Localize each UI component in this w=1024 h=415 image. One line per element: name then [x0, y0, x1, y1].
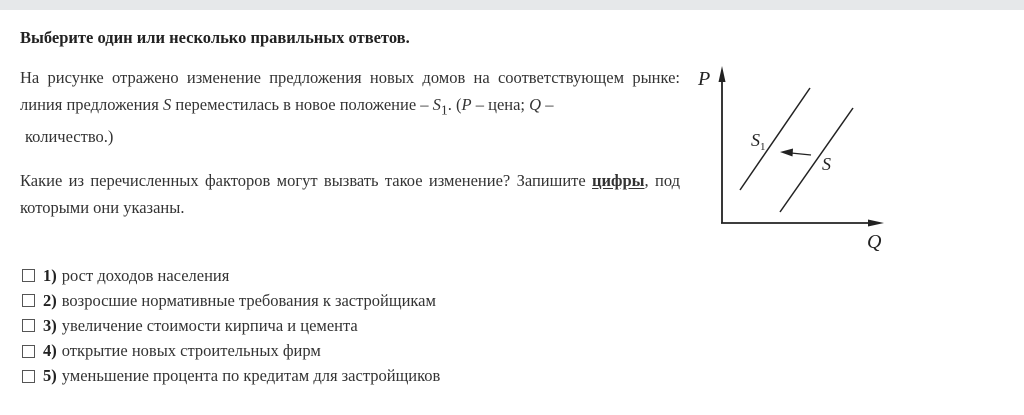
task-instruction: Выберите один или несколько правильных ответов.: [20, 28, 410, 47]
x-axis-arrow: [868, 220, 884, 227]
shift-arrow: [791, 153, 811, 155]
question-text: На рисунке отражено изменение предложения новых домов на соответствующем рынке: линия предложения S переместилась в новое положение – $S_1$. (P – цена; Q – количество.): [20, 68, 680, 147]
option-number: 4): [43, 341, 57, 361]
option-text: рост доходов населения: [61, 265, 230, 285]
s-label: S: [822, 154, 831, 174]
quantity-var: Q: [529, 95, 542, 114]
option-2-checkbox[interactable]: [22, 294, 35, 307]
option-number: 3): [43, 315, 57, 335]
option-number: 5): [43, 366, 57, 386]
option-4[interactable]: [22, 339, 440, 364]
supply-s1: S: [432, 95, 441, 114]
option-2[interactable]: [22, 288, 440, 313]
option-3[interactable]: [22, 313, 440, 338]
option-text: возросшие нормативные требования к застройщикам: [61, 290, 436, 310]
option-4-checkbox[interactable]: [22, 345, 35, 358]
top-strip: [0, 0, 1024, 10]
answer-options: [22, 263, 440, 389]
option-5-checkbox[interactable]: [22, 370, 35, 383]
option-1[interactable]: [22, 263, 440, 288]
option-3-checkbox[interactable]: [22, 319, 35, 332]
price-var: P: [461, 95, 472, 114]
option-text: открытие новых строительных фирм: [61, 341, 321, 361]
option-5[interactable]: [22, 364, 440, 389]
option-number: 1): [43, 265, 57, 285]
s1-label: $S_1$: [751, 130, 766, 153]
supply-shift-graph: [690, 60, 900, 260]
option-1-checkbox[interactable]: [22, 269, 35, 282]
y-axis-arrow: [719, 66, 726, 82]
x-axis-label: Q: [867, 231, 882, 253]
shift-arrow-head: [780, 149, 793, 157]
option-text: уменьшение процента по кредитам для застройщиков: [61, 366, 441, 386]
supply-s: S: [162, 95, 172, 114]
digits-emphasis: цифры: [592, 171, 645, 190]
y-axis-label: P: [698, 68, 711, 90]
option-number: 2): [43, 290, 57, 310]
question-prompt: Какие из перечисленных факторов могут вызвать такое изменение? Запишите цифры, под которыми они указаны.: [20, 171, 680, 217]
supply-curve-old-s: [780, 108, 853, 212]
option-text: увеличение стоимости кирпича и цемента: [61, 315, 358, 335]
